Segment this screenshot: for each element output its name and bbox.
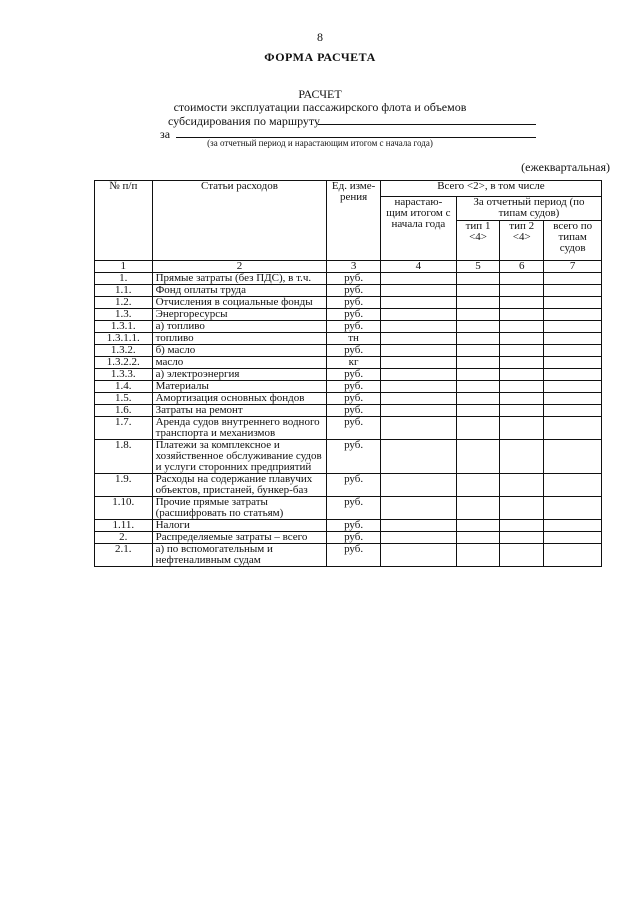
value-cell [500, 405, 544, 417]
value-cell [380, 333, 456, 345]
row-unit: тн [327, 333, 380, 345]
route-fill-line [318, 124, 536, 125]
value-cell [500, 474, 544, 497]
row-number: 2.1. [95, 544, 153, 567]
period-note: (за отчетный период и нарастающим итогом с начала года) [207, 138, 433, 148]
row-item: Налоги [152, 520, 327, 532]
row-unit: руб. [327, 520, 380, 532]
value-cell [544, 357, 602, 369]
value-cell [544, 345, 602, 357]
table-row [95, 474, 602, 497]
table-row [95, 333, 602, 345]
row-unit: руб. [327, 532, 380, 544]
row-unit: руб. [327, 405, 380, 417]
value-cell [500, 297, 544, 309]
table-row [95, 345, 602, 357]
row-unit: руб. [327, 309, 380, 321]
value-cell [456, 285, 499, 297]
row-unit: руб. [327, 297, 380, 309]
value-cell [500, 273, 544, 285]
value-cell [456, 405, 499, 417]
value-cell [500, 520, 544, 532]
header-total: Всего <2>, в том числе [380, 181, 601, 197]
value-cell [500, 497, 544, 520]
column-number: 5 [456, 261, 499, 273]
value-cell [544, 285, 602, 297]
row-unit: руб. [327, 393, 380, 405]
column-number: 4 [380, 261, 456, 273]
column-number: 1 [95, 261, 153, 273]
table-row [95, 405, 602, 417]
row-unit: руб. [327, 474, 380, 497]
value-cell [544, 440, 602, 474]
value-cell [380, 381, 456, 393]
value-cell [456, 333, 499, 345]
header-num: № п/п [95, 181, 153, 261]
value-cell [456, 345, 499, 357]
row-item: Прямые затраты (без ПДС), в т.ч. [152, 273, 327, 285]
row-item: б) масло [152, 345, 327, 357]
value-cell [456, 393, 499, 405]
value-cell [500, 369, 544, 381]
value-cell [456, 474, 499, 497]
table-row [95, 381, 602, 393]
periodicity-note: (ежеквартальная) [521, 160, 610, 174]
value-cell [380, 544, 456, 567]
value-cell [380, 309, 456, 321]
column-number: 2 [152, 261, 327, 273]
row-number: 1.2. [95, 297, 153, 309]
header-unit: Ед. изме- рения [327, 181, 380, 261]
header-type2: тип 2 <4> [500, 221, 544, 261]
table-row [95, 520, 602, 532]
row-item: Платежи за комплексное и хозяйственное обслуживание судов и услуги сторонних предприятий [152, 440, 327, 474]
header-all-types: всего по типам судов [544, 221, 602, 261]
row-unit: руб. [327, 321, 380, 333]
value-cell [544, 532, 602, 544]
row-number: 1.9. [95, 474, 153, 497]
row-number: 1.3.3. [95, 369, 153, 381]
row-item: Фонд оплаты труда [152, 285, 327, 297]
row-unit: руб. [327, 345, 380, 357]
row-number: 1.3.1.1. [95, 333, 153, 345]
row-item: а) по вспомогательным и нефтеналивным судам [152, 544, 327, 567]
period-label: за [160, 127, 171, 141]
row-item: а) топливо [152, 321, 327, 333]
value-cell [500, 309, 544, 321]
row-number: 1.3. [95, 309, 153, 321]
value-cell [380, 532, 456, 544]
row-unit: руб. [327, 285, 380, 297]
value-cell [544, 297, 602, 309]
row-item: Энергоресурсы [152, 309, 327, 321]
table-row [95, 357, 602, 369]
value-cell [380, 520, 456, 532]
value-cell [380, 273, 456, 285]
value-cell [456, 381, 499, 393]
value-cell [380, 297, 456, 309]
value-cell [380, 497, 456, 520]
value-cell [380, 474, 456, 497]
value-cell [544, 309, 602, 321]
row-number: 1.11. [95, 520, 153, 532]
document-title: РАСЧЕТ [298, 87, 342, 101]
value-cell [544, 544, 602, 567]
value-cell [500, 345, 544, 357]
value-cell [500, 393, 544, 405]
row-unit: руб. [327, 440, 380, 474]
column-number-row [95, 261, 602, 273]
value-cell [500, 357, 544, 369]
row-number: 1.3.2.2. [95, 357, 153, 369]
value-cell [500, 417, 544, 440]
row-unit: руб. [327, 544, 380, 567]
value-cell [380, 369, 456, 381]
row-item: Прочие прямые затраты (расшифровать по статьям) [152, 497, 327, 520]
row-item: масло [152, 357, 327, 369]
row-item: Расходы на содержание плавучих объектов, пристаней, бункер-баз [152, 474, 327, 497]
value-cell [544, 405, 602, 417]
value-cell [544, 381, 602, 393]
row-number: 1.3.1. [95, 321, 153, 333]
value-cell [500, 321, 544, 333]
table-row [95, 393, 602, 405]
row-number: 1.6. [95, 405, 153, 417]
value-cell [544, 497, 602, 520]
header-cumulative: нарастаю- щим итогом с начала года [380, 197, 456, 261]
value-cell [380, 440, 456, 474]
value-cell [500, 544, 544, 567]
table-row [95, 285, 602, 297]
value-cell [456, 497, 499, 520]
table-row [95, 273, 602, 285]
table-row [95, 497, 602, 520]
value-cell [380, 285, 456, 297]
value-cell [456, 520, 499, 532]
value-cell [456, 297, 499, 309]
cost-table [94, 180, 602, 567]
value-cell [500, 532, 544, 544]
row-unit: руб. [327, 381, 380, 393]
value-cell [456, 417, 499, 440]
row-number: 1.1. [95, 285, 153, 297]
value-cell [500, 333, 544, 345]
row-number: 1.8. [95, 440, 153, 474]
form-title: ФОРМА РАСЧЕТА [264, 50, 376, 64]
row-item: Материалы [152, 381, 327, 393]
document-subtitle: стоимости эксплуатации пассажирского флота и объемов [173, 100, 467, 114]
row-number: 1.4. [95, 381, 153, 393]
row-unit: руб. [327, 369, 380, 381]
row-item: топливо [152, 333, 327, 345]
row-item: Аренда судов внутреннего водного транспорта и механизмов [152, 417, 327, 440]
table-row [95, 544, 602, 567]
row-number: 1.10. [95, 497, 153, 520]
column-number: 3 [327, 261, 380, 273]
value-cell [456, 544, 499, 567]
value-cell [380, 417, 456, 440]
table-row [95, 532, 602, 544]
value-cell [380, 393, 456, 405]
page-number: 8 [317, 30, 323, 44]
value-cell [456, 357, 499, 369]
value-cell [544, 520, 602, 532]
value-cell [544, 474, 602, 497]
value-cell [380, 357, 456, 369]
row-item: Распределяемые затраты – всего [152, 532, 327, 544]
table-row [95, 321, 602, 333]
value-cell [500, 285, 544, 297]
value-cell [380, 321, 456, 333]
value-cell [456, 309, 499, 321]
value-cell [544, 273, 602, 285]
row-unit: руб. [327, 273, 380, 285]
value-cell [544, 369, 602, 381]
table-row [95, 417, 602, 440]
row-number: 2. [95, 532, 153, 544]
row-number: 1.7. [95, 417, 153, 440]
column-number: 6 [500, 261, 544, 273]
table-body [95, 273, 602, 567]
row-number: 1.3.2. [95, 345, 153, 357]
row-unit: руб. [327, 417, 380, 440]
row-item: Затраты на ремонт [152, 405, 327, 417]
value-cell [456, 369, 499, 381]
value-cell [456, 273, 499, 285]
row-unit: кг [327, 357, 380, 369]
value-cell [380, 405, 456, 417]
value-cell [380, 345, 456, 357]
value-cell [544, 417, 602, 440]
value-cell [544, 333, 602, 345]
route-label: субсидирования по маршруту [168, 114, 321, 128]
header-items: Статьи расходов [152, 181, 327, 261]
column-number: 7 [544, 261, 602, 273]
row-item: Отчисления в социальные фонды [152, 297, 327, 309]
value-cell [456, 440, 499, 474]
row-unit: руб. [327, 497, 380, 520]
row-number: 1.5. [95, 393, 153, 405]
row-item: а) электроэнергия [152, 369, 327, 381]
header-reporting-period: За отчетный период (по типам судов) [456, 197, 601, 221]
value-cell [544, 321, 602, 333]
row-item: Амортизация основных фондов [152, 393, 327, 405]
table-row [95, 440, 602, 474]
table-row [95, 369, 602, 381]
value-cell [456, 532, 499, 544]
header-type1: тип 1 <4> [456, 221, 499, 261]
row-number: 1. [95, 273, 153, 285]
value-cell [500, 381, 544, 393]
value-cell [500, 440, 544, 474]
value-cell [544, 393, 602, 405]
table-row [95, 297, 602, 309]
value-cell [456, 321, 499, 333]
table-row [95, 309, 602, 321]
